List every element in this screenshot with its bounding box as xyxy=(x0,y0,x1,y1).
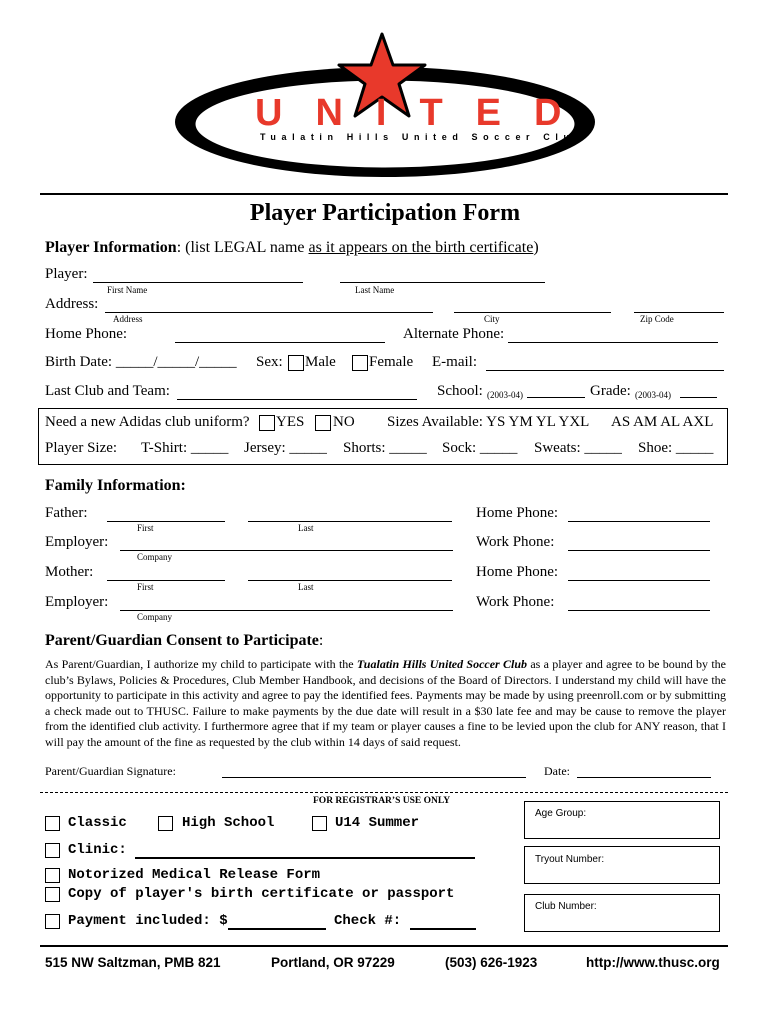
school-field[interactable] xyxy=(527,397,585,398)
player-last-name-field[interactable] xyxy=(340,282,545,283)
sweats-size-field[interactable]: Sweats: _____ xyxy=(534,440,622,456)
consent-colon: : xyxy=(318,632,324,649)
grade-label: Grade: xyxy=(590,383,631,399)
uniform-yes-label: YES xyxy=(276,414,305,430)
female-checkbox[interactable] xyxy=(352,355,368,371)
last-club-label: Last Club and Team: xyxy=(45,383,170,399)
father-last-field[interactable] xyxy=(248,521,452,522)
mother-last-caption: Last xyxy=(298,582,314,592)
sizes-available: Sizes Available: YS YM YL YXL xyxy=(387,414,590,430)
consent-text-end: as a player and agree to be bound by the club’s Bylaws, Policies & Procedures, Club Member Handbook, and decisions of the Board of Directors. I understand my child will have the opportunity to participate in this activity and agree to pay the identified fees. Payments may be made by using preenroll.com or by submitting a check made out to THUSC. Failure to make payments by the due date will result in a $30 late fee and may be cause to remove the player from the identified club activity. I furthermore agree that if my team or player causes a fine to be levied upon the club for ANY reason, that I will pay the amount of the fine as requested by the club within 14 days of said request. xyxy=(45,657,726,749)
father-work-phone-field[interactable] xyxy=(568,550,710,551)
zip-caption: Zip Code xyxy=(640,314,674,324)
shorts-size-field[interactable]: Shorts: _____ xyxy=(343,440,427,456)
check-number-label: Check #: xyxy=(334,913,402,929)
address-label: Address: xyxy=(45,296,99,312)
father-home-phone-label: Home Phone: xyxy=(476,505,559,521)
player-size-label: Player Size: xyxy=(45,440,118,456)
high-school-checkbox[interactable] xyxy=(158,816,173,831)
footer-rule xyxy=(40,945,728,947)
email-field[interactable] xyxy=(486,370,724,371)
alt-phone-field[interactable] xyxy=(508,342,718,343)
footer-phone: (503) 626-1923 xyxy=(445,955,538,970)
player-info-note-end: ) xyxy=(533,239,539,256)
sex-label: Sex: xyxy=(256,354,283,370)
father-first-caption: First xyxy=(137,523,154,533)
clinic-field[interactable] xyxy=(135,857,475,859)
payment-checkbox[interactable] xyxy=(45,914,60,929)
medical-release-checkbox[interactable] xyxy=(45,868,60,883)
mother-last-field[interactable] xyxy=(248,580,452,581)
player-info-note: : (list LEGAL name xyxy=(176,239,309,256)
date-label: Date: xyxy=(544,764,570,778)
grade-years: (2003-04) xyxy=(635,390,671,400)
city-caption: City xyxy=(484,314,500,324)
high-school-label: High School xyxy=(182,815,275,831)
tryout-number-box[interactable] xyxy=(524,846,720,884)
address-caption: Address xyxy=(113,314,143,324)
consent-text-start: As Parent/Guardian, I authorize my child to participate with the xyxy=(45,657,357,671)
female-label: Female xyxy=(369,354,414,370)
uniform-question: Need a new Adidas club uniform? xyxy=(45,414,250,430)
consent-heading xyxy=(45,632,323,650)
last-club-field[interactable] xyxy=(177,399,417,400)
adult-sizes: AS AM AL AXL xyxy=(611,414,714,430)
father-first-field[interactable] xyxy=(107,521,225,522)
male-checkbox[interactable] xyxy=(288,355,304,371)
birth-certificate-label: Copy of player's birth certificate or passport xyxy=(68,886,455,902)
page-title: Player Participation Form xyxy=(249,200,521,226)
father-label: Father: xyxy=(45,505,88,521)
payment-field[interactable] xyxy=(228,928,326,930)
signature-field[interactable] xyxy=(222,777,526,778)
player-label: Player: xyxy=(45,266,88,282)
family-info-heading: Family Information: xyxy=(45,477,186,494)
logo-tagline: Tualatin Hills United Soccer Club xyxy=(260,132,586,142)
school-label: School: xyxy=(437,383,483,399)
first-name-caption: First Name xyxy=(107,285,148,295)
tryout-number-label: Tryout Number: xyxy=(535,854,605,865)
check-number-field[interactable] xyxy=(410,928,476,930)
player-info-heading xyxy=(45,239,539,257)
classic-checkbox[interactable] xyxy=(45,816,60,831)
father-employer-field[interactable] xyxy=(120,550,453,551)
jersey-size-field[interactable]: Jersey: _____ xyxy=(244,440,327,456)
u14-summer-label: U14 Summer xyxy=(335,815,420,831)
father-home-phone-field[interactable] xyxy=(568,521,710,522)
payment-label: Payment included: $ xyxy=(68,913,228,929)
uniform-yes-checkbox[interactable] xyxy=(259,415,275,431)
home-phone-field[interactable] xyxy=(175,342,385,343)
age-group-label: Age Group: xyxy=(535,808,587,819)
consent-paragraph xyxy=(45,657,726,751)
alt-phone-label: Alternate Phone: xyxy=(403,326,505,342)
school-years: (2003-04) xyxy=(487,390,523,400)
consent-club-name: Tualatin Hills United Soccer Club xyxy=(356,657,528,671)
mother-work-phone-field[interactable] xyxy=(568,610,710,611)
signature-label: Parent/Guardian Signature: xyxy=(45,764,176,778)
grade-field[interactable] xyxy=(680,397,717,398)
mother-first-caption: First xyxy=(137,582,154,592)
email-label: E-mail: xyxy=(432,354,477,370)
city-field[interactable] xyxy=(454,312,611,313)
clinic-label: Clinic: xyxy=(68,842,127,858)
address-field[interactable] xyxy=(105,312,433,313)
male-label: Male xyxy=(305,354,336,370)
date-field[interactable] xyxy=(577,777,711,778)
father-work-phone-label: Work Phone: xyxy=(476,534,555,550)
mother-company-caption: Company xyxy=(137,612,172,622)
classic-label: Classic xyxy=(68,815,127,831)
father-last-caption: Last xyxy=(298,523,314,533)
father-company-caption: Company xyxy=(137,552,172,562)
player-first-name-field[interactable] xyxy=(93,282,303,283)
uniform-no-label: NO xyxy=(333,414,355,430)
mother-label: Mother: xyxy=(45,564,94,580)
u14-summer-checkbox[interactable] xyxy=(312,816,327,831)
registrar-heading: FOR REGISTRAR’S USE ONLY xyxy=(313,796,451,806)
mother-work-phone-label: Work Phone: xyxy=(476,594,555,610)
zip-field[interactable] xyxy=(634,312,724,313)
age-group-box[interactable] xyxy=(524,801,720,839)
last-name-caption: Last Name xyxy=(355,285,395,295)
registrar-rule xyxy=(40,792,728,793)
uniform-no-checkbox[interactable] xyxy=(315,415,331,431)
consent-title: Parent/Guardian Consent to Participate xyxy=(45,632,319,649)
mother-home-phone-field[interactable] xyxy=(568,580,710,581)
mother-employer-label: Employer: xyxy=(45,594,109,610)
footer-url[interactable]: http://www.thusc.org xyxy=(586,955,720,970)
player-info-title: Player Information xyxy=(45,239,177,256)
father-employer-label: Employer: xyxy=(45,534,109,550)
club-number-label: Club Number: xyxy=(535,901,597,912)
mother-home-phone-label: Home Phone: xyxy=(476,564,559,580)
birth-certificate-checkbox[interactable] xyxy=(45,887,60,902)
mother-employer-field[interactable] xyxy=(120,610,453,611)
home-phone-label: Home Phone: xyxy=(45,326,128,342)
birth-date-label: Birth Date: _____/_____/_____ xyxy=(45,354,237,370)
logo-word: UNITED xyxy=(255,92,595,134)
clinic-checkbox[interactable] xyxy=(45,843,60,858)
medical-release-label: Notorized Medical Release Form xyxy=(68,867,321,883)
sock-size-field[interactable]: Sock: _____ xyxy=(442,440,518,456)
title-rule xyxy=(40,193,728,195)
mother-first-field[interactable] xyxy=(107,580,225,581)
footer-city: Portland, OR 97229 xyxy=(271,955,395,970)
shoe-size-field[interactable]: Shoe: _____ xyxy=(638,440,714,456)
footer-address: 515 NW Saltzman, PMB 821 xyxy=(45,955,221,970)
club-number-box[interactable] xyxy=(524,894,720,932)
tshirt-size-field[interactable]: T-Shirt: _____ xyxy=(141,440,229,456)
club-logo xyxy=(170,30,600,180)
player-info-note-underlined: as it appears on the birth certificate xyxy=(308,239,534,256)
